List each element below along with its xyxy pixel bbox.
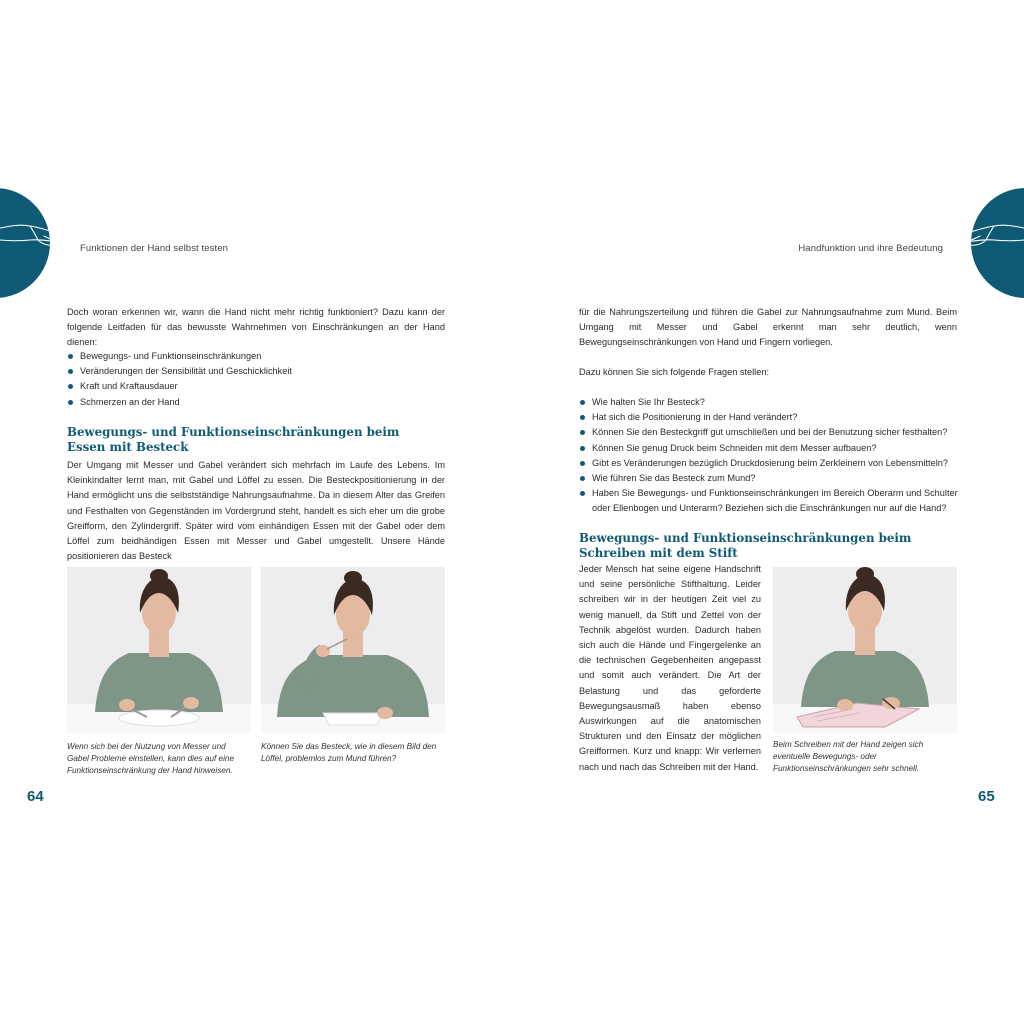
- body-paragraph-eating: Der Umgang mit Messer und Gabel verändert sich mehrfach im Laufe des Lebens. Im Kleinkindalter lernt man, mit Gabel und Löffel zu essen. Die Besteckpositionierung in der Hand ermöglicht uns die selbstständige Nahrungsaufnahme. Da in diesem Alter das Greifen und Festhalten von Gegenständen im Vordergrund steht, handelt es sich eher um die grobe Greifform, den Zylindergriff. Später wird vom einhändigen Essen mit der Gabel oder dem Löffel zum beidhändigen Essen mit Messer und Gabel umgestellt. Unsere Hände positionieren das Besteck: [67, 460, 445, 562]
- caption-knife-and-fork: Wenn sich bei der Nutzung von Messer und Gabel Probleme einstellen, kann dies auf eine Funktionseinschränkung der Hand hinweisen.: [67, 742, 235, 775]
- questions-intro: Dazu können Sie sich folgende Fragen stellen:: [579, 367, 769, 377]
- section-heading-eating: Bewegungs- und Funktionseinschränkungen beim Essen mit Besteck: [67, 425, 400, 454]
- list-item: Bewegungs- und Funktionseinschränkungen: [67, 349, 445, 364]
- guide-bullet-list: [67, 349, 445, 410]
- list-item: Können Sie den Besteckgriff gut umschließen und bei der Benutzung sicher festhalten?: [579, 425, 960, 440]
- running-head-left: Funktionen der Hand selbst testen: [80, 243, 228, 254]
- list-item: Hat sich die Positionierung in der Hand verändert?: [579, 410, 960, 425]
- list-item: Schmerzen an der Hand: [67, 395, 445, 410]
- list-item: Veränderungen der Sensibilität und Geschicklichkeit: [67, 364, 445, 379]
- page-number-left: 64: [27, 788, 44, 805]
- list-item: Wie führen Sie das Besteck zum Mund?: [579, 471, 960, 486]
- list-item: Kraft und Kraftausdauer: [67, 379, 445, 394]
- body-paragraph-writing: Jeder Mensch hat seine eigene Handschrift und seine persönliche Stifthaltung. Leider schreiben wir in der heutigen Zeit viel zu wenig manuell, da Stift und Zettel von der Technik abgelöst wurden. Dadurch haben sich auch die Hände und Fingergelenke an die technischen Gegebenheiten angepasst und somit auch verändert. Die Art der Belastung und das geforderte Bewegungsausmaß haben ebenso Auswirkungen auf die anatomischen Strukturen und den Einsatz der möglichen Greifformen. Kurz und knapp: Wir verlernen nach und nach das Schreiben mit der Hand.: [579, 564, 761, 772]
- list-item: Wie halten Sie Ihr Besteck?: [579, 395, 960, 410]
- intro-paragraph: Doch woran erkennen wir, wann die Hand nicht mehr richtig funktioniert? Dazu kann der folgende Leitfaden für das bewusste Wahrnehmen von Einschränkungen an der Hand dienen:: [67, 307, 445, 348]
- page-number-right: 65: [978, 788, 995, 805]
- questions-list: [579, 395, 960, 517]
- list-item: Haben Sie Bewegungs- und Funktionseinschränkungen im Bereich Oberarm und Schulter oder Ellenbogen und Unterarm? Beziehen sich die Einschränkungen nur auf die Hand?: [579, 486, 960, 516]
- list-item: Gibt es Veränderungen bezüglich Druckdosierung beim Zerkleinern von Lebensmitteln?: [579, 456, 960, 471]
- photo-writing-with-pen: [773, 567, 957, 734]
- hand-pinch-icon-left: [0, 214, 74, 254]
- continuation-paragraph: für die Nahrungszerteilung und führen die Gabel zur Nahrungsaufnahme zum Mund. Beim Umgang mit Messer und Gabel erkennt man sehr deutlich, wenn Bewegungseinschränkungen von Hand und Fingern vorliegen.: [579, 307, 957, 348]
- running-head-right: Handfunktion und ihre Bedeutung: [798, 243, 943, 254]
- caption-writing: Beim Schreiben mit der Hand zeigen sich eventuelle Bewegungs- oder Funktionseinschränkungen sehr schnell.: [773, 740, 924, 773]
- caption-spoon-to-mouth: Können Sie das Besteck, wie in diesem Bild den Löffel, problemlos zum Mund führen?: [261, 742, 437, 763]
- photo-knife-and-fork: [67, 567, 251, 734]
- list-item: Können Sie genug Druck beim Schneiden mit dem Messer aufbauen?: [579, 441, 960, 456]
- photo-spoon-to-mouth: [261, 567, 445, 734]
- hand-pinch-icon-right: [950, 214, 1024, 254]
- section-heading-writing: Bewegungs- und Funktionseinschränkungen beim Schreiben mit dem Stift: [579, 531, 912, 560]
